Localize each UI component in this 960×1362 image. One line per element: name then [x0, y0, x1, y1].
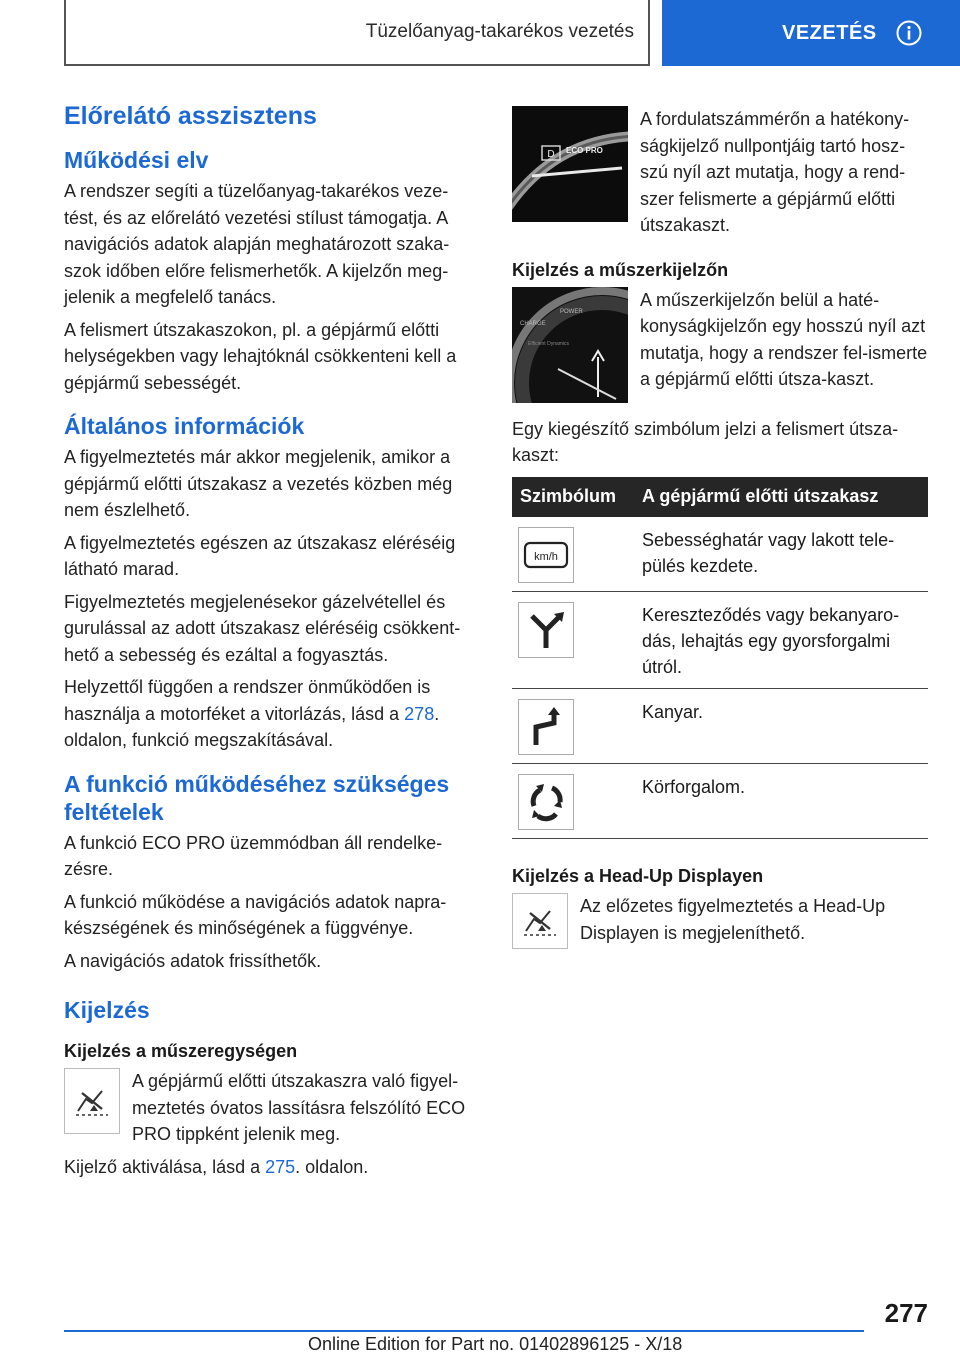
- instrument-figure-row: [64, 1068, 478, 1148]
- eco-tip-figure: [64, 1068, 120, 1134]
- roundabout-icon: [518, 774, 574, 830]
- table-header-road: A gépjármű előtti útszakasz: [634, 477, 928, 517]
- road-warning-icon: [72, 1081, 112, 1121]
- paragraph: A rendszer segíti a tüzelőanyag-takarékos veze-tést, és az előrelátó vezetési stílust támogatja. A navigációs adatok alapján meghatározott szaka-szok időben előre felismerhetők. A kijelzőn meg-jelenik a megfelelő tanács.: [64, 181, 450, 307]
- tach-figure-row: [512, 106, 928, 239]
- table-header-symbol: Szimbólum: [512, 477, 634, 517]
- heading-general-info: Általános információk: [64, 413, 305, 439]
- table-cell-symbol: [512, 764, 634, 839]
- heading-instrument-unit: Kijelzés a műszeregységen: [64, 1041, 298, 1061]
- road-warning-icon: [520, 901, 560, 941]
- hud-figure-row: [512, 893, 928, 949]
- kmh-label: km/h: [534, 550, 558, 563]
- gauge-dynamics-label: Efficient Dynamics: [528, 340, 570, 347]
- paragraph: A műszerkijelzőn belül a haté-konyságkijelzőn egy hosszú nyíl azt mutatja, hogy a rendszer fel-ismerte a gépjármű előtti útsza-kaszt.: [640, 289, 928, 389]
- gauge-charge-label: CHARGE: [520, 320, 546, 327]
- right-column: [512, 106, 928, 955]
- heading-principle: Működési elv: [64, 147, 209, 173]
- table-cell-symbol: [512, 689, 634, 764]
- symbol-table: [512, 477, 928, 840]
- paragraph: Egy kiegészítő szimbólum jelzi a felismert útsza-kaszt:: [512, 418, 899, 465]
- table-cell-description: Körforgalom.: [634, 764, 928, 839]
- speed-limit-kmh-icon: [518, 527, 574, 583]
- table-header-row: [512, 477, 928, 517]
- paragraph: A funkció ECO PRO üzemmódban áll rendelke-zésre.: [64, 832, 443, 879]
- paragraph: Az előzetes figyelmeztetés a Head-Up Displayen is megjeleníthető.: [580, 896, 886, 943]
- paragraph: A gépjármű előtti útszakaszra való figyel-meztetés óvatos lassításra felszólító ECO PRO tippként jelenik meg.: [132, 1071, 466, 1144]
- paragraph: A navigációs adatok frissíthetők.: [64, 950, 322, 971]
- header-section-box: [64, 0, 650, 66]
- table-row: [512, 689, 928, 764]
- header-chapter-box: [662, 0, 960, 66]
- tachometer-icon: [512, 106, 628, 222]
- heading-requirements: A funkció működéséhez szükséges feltételek: [64, 770, 450, 825]
- text: Kijelző aktiválása, lásd a: [64, 1156, 266, 1177]
- efficiency-gauge-icon: [512, 287, 628, 403]
- paragraph: A fordulatszámmérőn a hatékony-ságkijelző nullpontjáig tartó hosz-szú nyíl azt mutatja, hogy a rend-szer felismerte a gépjármű előtti útszakaszt.: [640, 109, 910, 235]
- paragraph: A funkció működése a navigációs adatok napra-készségének és minőségének a függvénye.: [64, 891, 447, 938]
- table-cell-symbol: [512, 517, 634, 592]
- page-link-275[interactable]: 275: [265, 1156, 296, 1177]
- table-row: [512, 517, 928, 592]
- left-column: [64, 100, 478, 1186]
- page-title: Előrelátó asszisztens: [64, 102, 317, 130]
- table-row: [512, 764, 928, 839]
- heading-hud: Kijelzés a Head-Up Displayen: [512, 866, 764, 886]
- heading-cluster: Kijelzés a műszerkijelzőn: [512, 259, 729, 280]
- table-cell-description: Kanyar.: [634, 689, 928, 764]
- table-cell-symbol: [512, 592, 634, 689]
- tach-gear-label: D: [547, 149, 555, 160]
- text: . oldalon.: [295, 1156, 369, 1177]
- heading-display: Kijelzés: [64, 997, 150, 1023]
- tach-mode-label: ECO PRO: [566, 146, 603, 155]
- page-link-278[interactable]: 278: [404, 703, 435, 724]
- hud-figure: [512, 893, 568, 949]
- paragraph-with-link: [64, 674, 478, 754]
- paragraph: A figyelmeztetés egészen az útszakasz eléréséig látható marad.: [64, 532, 456, 579]
- header-section-title: Tüzelőanyag-takarékos vezetés: [365, 21, 634, 42]
- paragraph-with-link: [64, 1154, 478, 1181]
- curve-icon: [518, 699, 574, 755]
- gauge-power-label: POWER: [560, 308, 583, 315]
- table-cell-description: Kereszteződés vagy bekanyaro-dás, lehajtás egy gyorsforgalmi útról.: [634, 592, 928, 689]
- paragraph: Figyelmeztetés megjelenésekor gázelvétellel és gurulással az adott útszakasz eléréséig csökkent-hető a sebesség és ezáltal a fogyasztás.: [64, 591, 461, 665]
- table-cell-description: Sebességhatár vagy lakott tele-pülés kezdete.: [634, 517, 928, 592]
- cluster-figure-row: [512, 287, 928, 408]
- page-number: 277: [884, 1298, 928, 1328]
- info-circle-icon[interactable]: [896, 20, 922, 46]
- cluster-figure: [512, 287, 628, 408]
- text: . oldalon, funkció megszakításával.: [64, 703, 440, 750]
- footer-divider: [64, 1330, 864, 1332]
- header-chapter-title: VEZETÉS: [782, 21, 877, 44]
- footer-edition: Online Edition for Part no. 01402896125 - X/18: [308, 1334, 683, 1354]
- junction-icon: [518, 602, 574, 658]
- paragraph: A felismert útszakaszokon, pl. a gépjármű előtti helységekben vagy lehajtóknál csökkenteni kell a gépjármű sebességét.: [64, 319, 457, 393]
- text: Helyzettől függően a rendszer önműködően is használja a motorféket a vitorlázás, lásd a: [64, 677, 431, 724]
- table-row: [512, 592, 928, 689]
- paragraph: A figyelmeztetés már akkor megjelenik, amikor a gépjármű előtti útszakasz a vezetés közben még nem észlelhető.: [64, 447, 453, 520]
- tachometer-figure: [512, 106, 628, 227]
